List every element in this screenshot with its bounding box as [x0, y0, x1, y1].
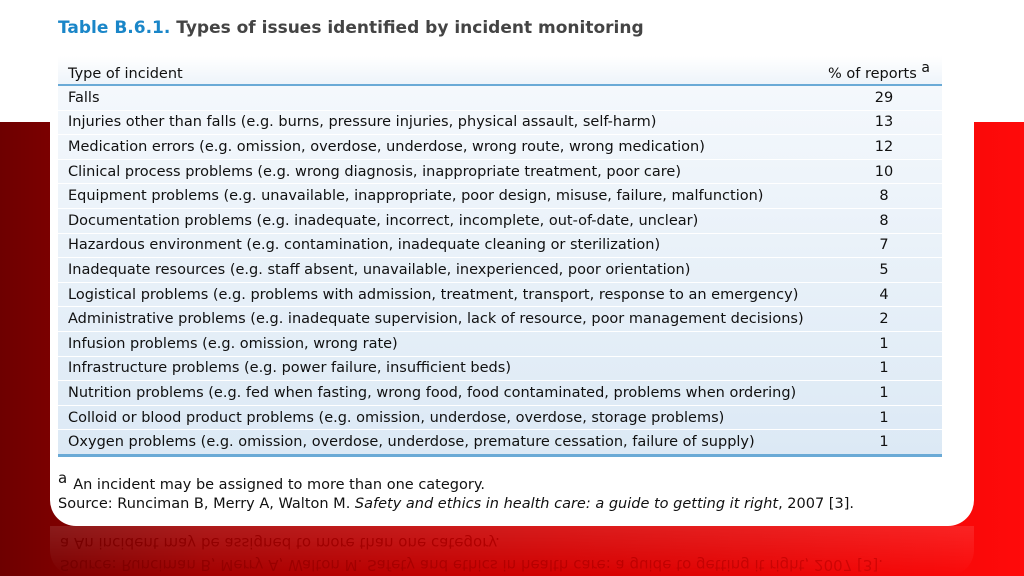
incident-table	[58, 56, 942, 457]
incident-type-cell: Inadequate resources (e.g. staff absent, unavailable, inexperienced, poor orientation)	[68, 261, 691, 278]
incident-type-cell: Infusion problems (e.g. omission, wrong rate)	[68, 335, 398, 352]
incident-type-cell: Documentation problems (e.g. inadequate, incorrect, incomplete, out-of-date, unclear)	[68, 212, 699, 229]
table-header-row	[58, 56, 942, 86]
incident-type-cell: Falls	[68, 89, 100, 106]
percent-cell: 5	[879, 261, 889, 278]
footnote-text: An incident may be assigned to more than one category.	[73, 476, 485, 493]
percent-cell: 1	[879, 360, 889, 377]
card-reflection	[50, 526, 974, 576]
table-title-text: Types of issues identified by incident monitoring	[176, 18, 644, 38]
header-type-of-incident: Type of incident	[68, 66, 183, 82]
table-row	[58, 234, 942, 259]
table-row	[58, 135, 942, 160]
percent-cell: 13	[874, 114, 894, 131]
header-percent-label: % of reports	[827, 66, 917, 82]
reflection-source: Source: Runciman B, Merry A, Walton M. Safety and ethics in health care: a guide to getting it right, 2007 [3].	[60, 556, 884, 574]
footnote-marker: a	[58, 469, 68, 487]
percent-cell: 8	[879, 212, 889, 229]
table-row	[58, 430, 942, 454]
table-row	[58, 111, 942, 136]
table-title	[58, 18, 644, 38]
percent-cell: 1	[879, 409, 889, 426]
table-footnote	[58, 469, 485, 493]
incident-type-cell: Hazardous environment (e.g. contamination, inadequate cleaning or sterilization)	[68, 237, 661, 254]
percent-cell: 4	[879, 286, 889, 303]
table-row	[58, 307, 942, 332]
percent-cell: 12	[874, 138, 894, 155]
incident-type-cell: Colloid or blood product problems (e.g. omission, underdose, overdose, storage problems)	[68, 409, 725, 426]
incident-type-cell: Injuries other than falls (e.g. burns, pressure injuries, physical assault, self-harm)	[68, 114, 657, 131]
table-number: Table B.6.1.	[58, 18, 171, 38]
table-row	[58, 283, 942, 308]
incident-type-cell: Nutrition problems (e.g. fed when fasting, wrong food, food contaminated, problems when ordering)	[68, 384, 797, 401]
table-row	[58, 258, 942, 283]
table-row	[58, 209, 942, 234]
percent-cell: 1	[879, 335, 889, 352]
source-citation	[58, 496, 854, 512]
reflection-footnote: a An incident may be assigned to more than one category.	[60, 534, 500, 552]
source-title: Safety and ethics in health care: a guide to getting it right	[354, 496, 779, 512]
percent-cell: 1	[879, 384, 889, 401]
incident-type-cell: Administrative problems (e.g. inadequate supervision, lack of resource, poor management decisions)	[68, 311, 804, 328]
percent-cell: 1	[879, 434, 889, 451]
percent-cell: 2	[879, 311, 889, 328]
source-prefix: Source: Runciman B, Merry A, Walton M.	[58, 496, 355, 512]
percent-cell: 29	[874, 89, 894, 106]
incident-type-cell: Logistical problems (e.g. problems with admission, treatment, transport, response to an emergency)	[68, 286, 799, 303]
table-row	[58, 86, 942, 111]
incident-type-cell: Medication errors (e.g. omission, overdose, underdose, wrong route, wrong medication)	[68, 138, 705, 155]
table-row	[58, 160, 942, 185]
table-row	[58, 406, 942, 431]
incident-type-cell: Infrastructure problems (e.g. power failure, insufficient beds)	[68, 360, 511, 377]
table-row	[58, 381, 942, 406]
incident-type-cell: Clinical process problems (e.g. wrong diagnosis, inappropriate treatment, poor care)	[68, 163, 681, 180]
table-body	[58, 86, 942, 457]
percent-cell: 7	[879, 237, 889, 254]
header-note-marker: a	[921, 60, 930, 77]
percent-cell: 10	[874, 163, 894, 180]
incident-type-cell: Equipment problems (e.g. unavailable, inappropriate, poor design, misuse, failure, malfunction)	[68, 188, 764, 205]
header-percent-of-reports	[770, 60, 942, 82]
table-row	[58, 332, 942, 357]
percent-cell: 8	[879, 188, 889, 205]
table-row	[58, 357, 942, 382]
table-row	[58, 184, 942, 209]
incident-type-cell: Oxygen problems (e.g. omission, overdose, underdose, premature cessation, failure of supply)	[68, 434, 755, 451]
source-suffix: , 2007 [3].	[778, 496, 854, 512]
